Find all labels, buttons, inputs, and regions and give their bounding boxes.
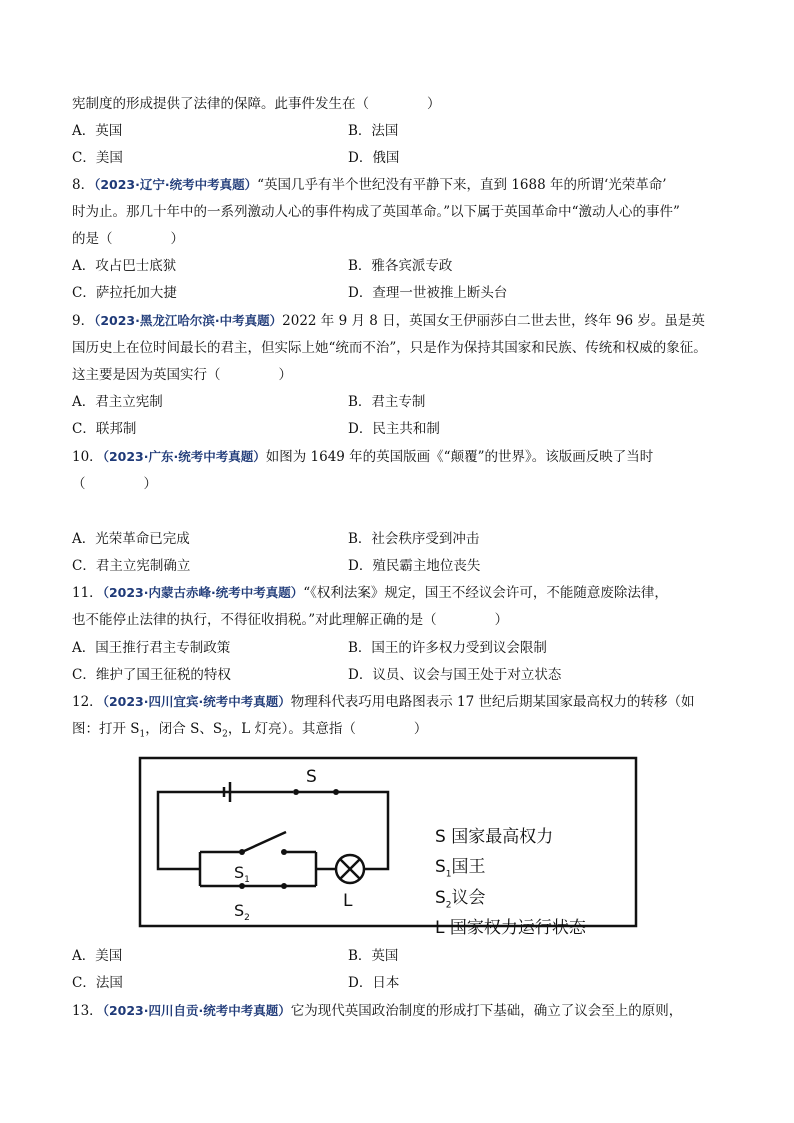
q11-option-c: C．维护了国王征税的特权 (72, 667, 231, 683)
q11-option-b: B．国王的许多权力受到议会限制 (348, 640, 547, 656)
q7-option-a: A．英国 (72, 123, 123, 139)
switch-s1-blade-open (242, 832, 286, 852)
q7-option-b: B．法国 (348, 123, 399, 139)
legend-item-s1: $S_1$国王 (435, 857, 486, 880)
q7-option-c: C．美国 (72, 150, 123, 166)
q9-option-b: B．君主专制 (348, 394, 426, 410)
q13-source-tag: （2023·四川自贡·统考中考真题） (102, 1003, 291, 1018)
label-s2: $S_2$ (234, 901, 250, 923)
q10-option-d: D．殖民霸主地位丧失 (348, 558, 481, 574)
q9-option-d: D．民主共和制 (348, 421, 440, 437)
q8-option-a: A．攻占巴士底狱 (72, 258, 177, 274)
q7-option-d: D．俄国 (348, 150, 400, 166)
q12-option-b: B．英国 (348, 948, 399, 964)
q8-stem-line1: 8．（2023·辽宁·统考中考真题）“英国几乎有半个世纪没有平静下来，直到 1688 年的所谓‘光荣革命’ (72, 177, 667, 193)
q11-stem-line2: 也不能停止法律的执行，不得征收捐税。”对此理解正确的是（ ） (72, 612, 509, 628)
q10-option-a: A．光荣革命已完成 (72, 531, 190, 547)
wire-left (158, 792, 230, 869)
q11-stem-line1: 11．（2023·内蒙古赤峰·统考中考真题）“《权利法案》规定，国王不经议会许可，不能随意废除法律， (72, 585, 668, 601)
q9-stem-line1: 9．（2023·黑龙江哈尔滨·中考真题）2022 年 9 月 8 日，英国女王伊丽莎白二世去世，终年 96 岁。虽是英 (72, 313, 705, 329)
q11-option-a: A．国王推行君主专制政策 (72, 640, 231, 656)
q9-stem-line3: 这主要是因为英国实行（ ） (72, 367, 292, 383)
q13-stem-line1: 13．（2023·四川自贡·统考中考真题）它为现代英国政治制度的形成打下基础，确立了议会至上的原则， (72, 1003, 683, 1019)
q8-option-d: D．查理一世被推上断头台 (348, 285, 508, 301)
q9-option-c: C．联邦制 (72, 421, 137, 437)
q10-source-tag: （2023·广东·统考中考真题） (102, 449, 266, 464)
q9-stem-line2: 国历史上在位时间最长的君主，但实际上她“统而不治”，只是作为保持其国家和民族、传统和权威的象征。 (72, 340, 707, 356)
q11-option-d: D．议员、议会与国王处于对立状态 (348, 667, 562, 683)
q8-stem-line3: 的是（ ） (72, 231, 184, 247)
legend-item-l: L 国家权力运行状态 (435, 918, 586, 939)
q12-stem-line1: 12．（2023·四川宜宾·统考中考真题）物理科代表巧用电路图表示 17 世纪后期某国家最高权力的转移（如 (72, 694, 695, 710)
q12-option-a: A．美国 (72, 948, 123, 964)
q9-source-tag: （2023·黑龙江哈尔滨·中考真题） (94, 313, 283, 328)
q8-option-c: C．萨拉托加大捷 (72, 285, 177, 301)
q10-stem-line2: （ ） (72, 476, 157, 492)
circuit-legend (435, 826, 586, 948)
q8-source-tag: （2023·辽宁·统考中考真题） (94, 177, 258, 192)
legend-item-s2: $S_2$议会 (435, 887, 486, 911)
label-s: S (306, 767, 317, 787)
label-s1: $S_1$ (234, 863, 250, 885)
q12-stem-line2: 图：打开 $S_1$，闭合 S、$S_2$，L 灯亮）。其意指（ ） (72, 721, 428, 740)
q10-option-c: C．君主立宪制确立 (72, 558, 191, 574)
q9-option-a: A．君主立宪制 (72, 394, 163, 410)
label-l: L (343, 891, 353, 911)
q7-stem: 宪制度的形成提供了法律的保障。此事件发生在（ ） (72, 96, 441, 112)
q12-source-tag: （2023·四川宜宾·统考中考真题） (102, 694, 291, 709)
q8-stem-line2: 时为止。那几十年中的一系列激动人心的事件构成了英国革命。”以下属于英国革命中“激动人心的事件” (72, 204, 680, 220)
q11-source-tag: （2023·内蒙古赤峰·统考中考真题） (102, 585, 304, 600)
legend-item-s: S 国家最高权力 (435, 827, 554, 847)
q10-stem-line1: 10．（2023·广东·统考中考真题）如图为 1649 年的英国版画《“颠覆”的世界》。该版画反映了当时 (72, 449, 654, 465)
q10-option-b: B．社会秩序受到冲击 (348, 531, 480, 547)
q12-option-c: C．法国 (72, 975, 123, 991)
q8-option-b: B．雅各宾派专政 (348, 258, 453, 274)
q12-option-d: D．日本 (348, 975, 400, 991)
